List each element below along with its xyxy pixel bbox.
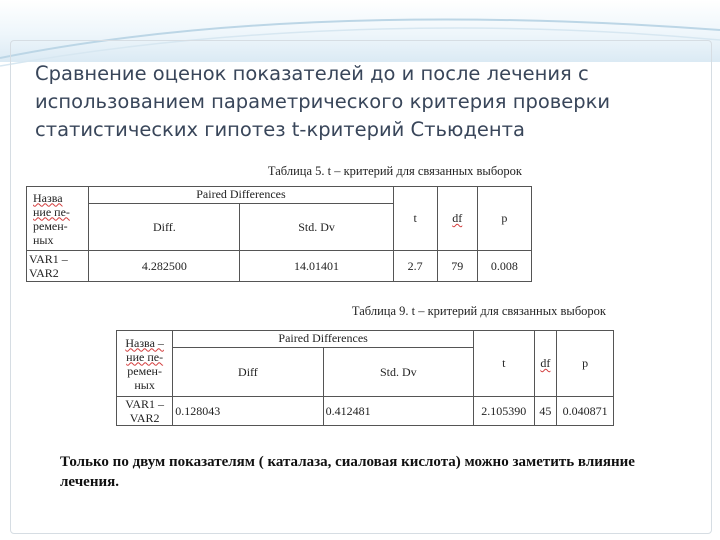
- paired-differences-header: Paired Differences: [89, 187, 393, 204]
- table-9-caption: Таблица 9. t – критерий для связанных выборок: [351, 304, 606, 318]
- table-5: [24, 156, 538, 290]
- paired-differences-header: Paired Differences: [173, 331, 474, 348]
- table-5-caption: Таблица 5. t – критерий для связанных выборок: [267, 164, 522, 178]
- var-name: VAR1 – VAR2: [117, 397, 173, 426]
- df-header: df: [437, 187, 477, 251]
- name-header: Назва – ние пе- ремен- ных: [117, 331, 173, 397]
- table-9: [100, 298, 612, 434]
- t-value: 2.105390: [474, 397, 535, 426]
- df-value: 45: [534, 397, 557, 426]
- table-row: [27, 251, 532, 282]
- table-9-grid: [116, 330, 614, 426]
- diff-header: Diff.: [89, 204, 240, 251]
- name-header: Назва ние пе- ремен- ных: [27, 187, 89, 251]
- diff-value: 4.282500: [89, 251, 240, 282]
- p-header: p: [557, 331, 614, 397]
- std-value: 14.01401: [240, 251, 393, 282]
- p-header: p: [477, 187, 531, 251]
- conclusion-note: Только по двум показателям ( каталаза, сиаловая кислота) можно заметить влияние лечения.: [60, 454, 635, 490]
- df-header: df: [534, 331, 557, 397]
- t-header: t: [474, 331, 535, 397]
- p-value: 0.008: [477, 251, 531, 282]
- diff-header: Diff: [173, 348, 323, 397]
- std-header: Std. Dv: [323, 348, 473, 397]
- table-row: [117, 397, 614, 426]
- p-value: 0.040871: [557, 397, 614, 426]
- df-value: 79: [437, 251, 477, 282]
- diff-value: 0.128043: [173, 397, 323, 426]
- std-header: Std. Dv: [240, 204, 393, 251]
- t-header: t: [393, 187, 437, 251]
- std-value: 0.412481: [323, 397, 473, 426]
- slide-title: Сравнение оценок показателей до и после лечения с использованием параметрического критерия проверки статистических гипотез t-критерий Стьюдента: [35, 62, 611, 141]
- var-name: VAR1 – VAR2: [27, 251, 89, 282]
- table-5-grid: [26, 186, 532, 282]
- t-value: 2.7: [393, 251, 437, 282]
